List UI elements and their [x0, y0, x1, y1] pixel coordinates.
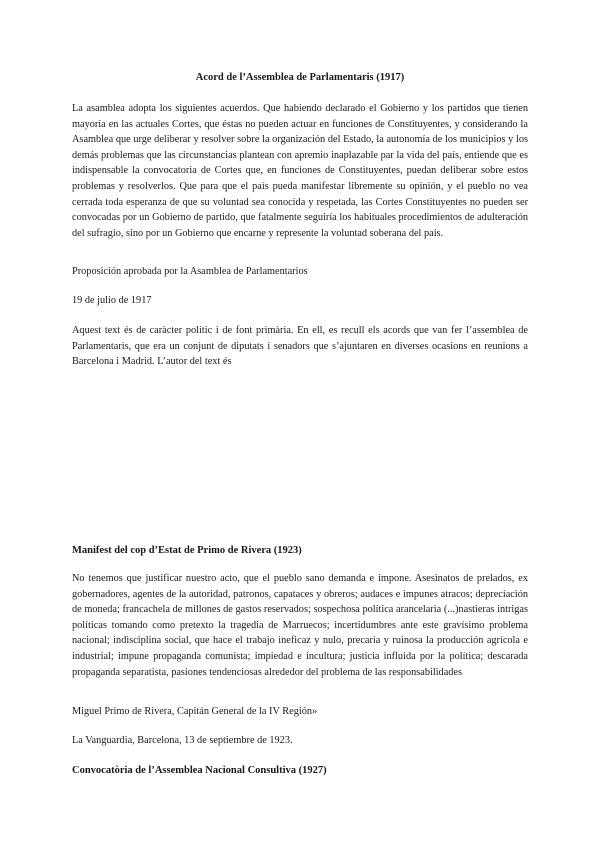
assemblea-attribution: Proposición aprobada por la Asamblea de Parlamentarios — [72, 266, 308, 277]
manifest-source: La Vanguardia, Barcelona, 13 de septiembre de 1923. — [72, 735, 293, 746]
section-title-primo-de-rivera-1923: Manifest del cop d’Estat de Primo de Rivera (1923) — [72, 545, 302, 556]
manifest-signature: Miguel Primo de Rivera, Capitán General de la IV Región» — [72, 706, 318, 717]
assemblea-date: 19 de julio de 1917 — [72, 295, 152, 306]
section-title-assemblea-1917: Acord de l’Assemblea de Parlamentaris (1917) — [195, 72, 405, 83]
manifest-paragraph: No tenemos que justificar nuestro acto, que el pueblo sano demanda e impone. Asesinatos de prelados, ex gobernadores, agentes de la autoridad, patronos, capataces y obreros; audaces e impunes atracos; depreciación de moneda; francachela de millones de gastos reservados; sospechosa política arancelaria (...)nastieras intrigas políticas tomando como pretexto la tragedia de Marruecos; incertidumbres ante este gravísimo problema nacional; indisciplina social, que hace el trabajo ineficaz y nulo, precaria y ruinosa la producción agrícola e industrial; impune propaganda comunista; impiedad e incultura; justicia influida por la política; descarada propaganda separatista, pasiones tendenciosas alrededor del problema de las responsabilidades — [72, 573, 528, 678]
assemblea-commentary-paragraph: Aquest text és de caràcter polític i de font primària. En ell, es recull els acords que van fer l’assemblea de Parlamentaris, que era un conjunt de diputats i senadors que s’ajuntaren en diverses ocasions en reunions a Barcelona i Madrid. L’autor del text és — [72, 325, 528, 368]
assemblea-acuerdos-paragraph: La asamblea adopta los siguientes acuerdos. Que habiendo declarado el Gobierno y los partidos que tienen mayoría en las actuales Cortes, que éstas no pueden actuar en funciones de Constituyentes, y considerando la Asamblea que urge deliberar y resolver sobre la organización del Estado, la autonomía de los municipios y los demás problemas que las circunstancias plantean con apremio inaplazable par la vida del país, entiende que es indispensable la convocatoria de Cortes que, en funciones de Constituyentes, puedan deliberar sobre estos problemas y resolverlos. Que para que el país pueda manifestar libremente su opinión, y el pueblo no vea cerrada toda esperanza de que su voluntad sea conocida y respetada, las Cortes Constituyentes no pueden ser convocadas por un Gobierno de partido, que fatalmente seguiría los habituales procedimientos de adulteración del sufragio, sino por un Gobierno que encarne y represente la voluntad soberana del país. — [72, 103, 528, 239]
section-title-assemblea-nacional-1927: Convocatòria de l’Assemblea Nacional Consultiva (1927) — [72, 765, 327, 776]
